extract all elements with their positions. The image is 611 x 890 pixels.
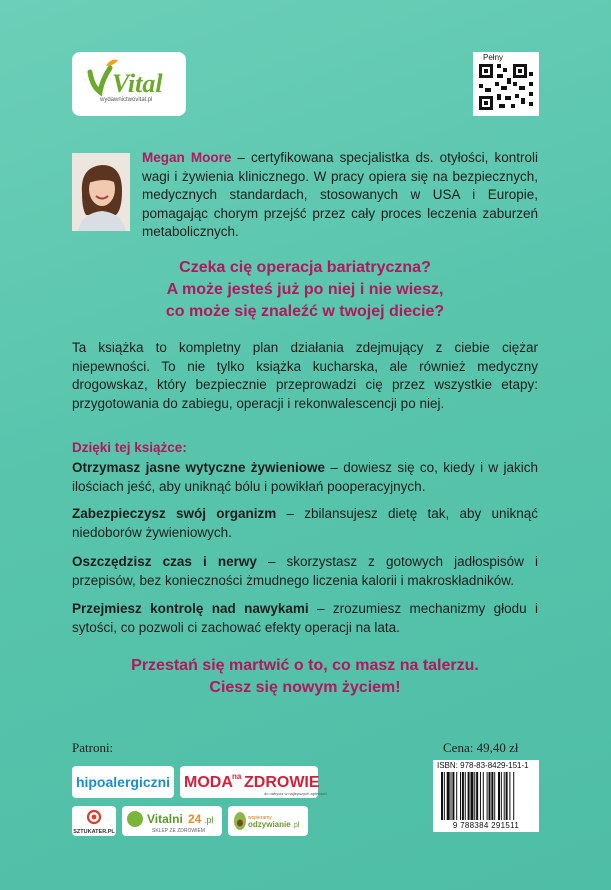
benefit-heading: Oszczędzisz czas i nerwy (72, 554, 257, 569)
publisher-name: Vital (112, 69, 163, 98)
author-photo (72, 153, 130, 231)
publisher-logo (72, 52, 186, 116)
moda-na-text: na (232, 772, 242, 781)
patrons-label: Patroni: (72, 740, 114, 755)
moda-zdrowie-text: ZDROWIE (244, 774, 320, 791)
closing-line-1: Przestań się martwić o to, co masz na talerzu. (131, 657, 479, 674)
odzywianie-prefix: wspieramy (248, 815, 272, 821)
benefit-text: – zbilansujesz dietę tak, aby uniknąć niedoborów żywieniowych. (72, 506, 538, 540)
benefits-title: Dzięki tej książce: (72, 440, 187, 455)
benefit-text: – dowiesz się co, kiedy i w jakich ilościach jeść, aby uniknąć bólu i powikłań pooperacyjnych. (72, 460, 538, 494)
patron-logo-sztukater (72, 806, 116, 836)
moda-tagline: do nabycia w najlepszych aptekach (264, 791, 327, 796)
odzywianie-main: odzywianie (248, 820, 291, 829)
headline (72, 257, 538, 323)
patron-logo-hipoalergiczni (72, 766, 174, 798)
qr-code (473, 52, 539, 116)
qr-label: Pełny (483, 53, 504, 62)
author-name: Megan Moore (142, 150, 232, 165)
benefit-item (72, 505, 538, 542)
headline-line-1: Czeka cię operacja bariatryczna? (179, 259, 431, 276)
vitalni-leaf-icon (127, 811, 143, 827)
publisher-url: wydawnictwovital.pl (100, 97, 153, 103)
benefit-heading: Zabezpieczysz swój organizm (72, 506, 277, 521)
isbn-digits: 9 788384 291511 (452, 821, 520, 830)
odzywianie-domain: .pl (292, 822, 300, 829)
headline-line-2: A może jesteś już po niej i nie wiesz, (166, 281, 444, 298)
author-bio (142, 149, 538, 242)
isbn-label: ISBN: 978-83-8429-151-1 (437, 761, 529, 770)
price: Cena: 49,40 zł (443, 740, 519, 755)
patron-logo-vitalni24 (122, 806, 222, 836)
intro-paragraph: Ta książka to kompletny plan działania zdejmujący z ciebie ciężar niepewności. To nie tylko książka kucharska, ale również medyczny drogowskaz, który bezpiecznie przeprowadzi cię przez wszystkie etapy: przygotowania do zabiegu, operacji i rekonwalescencji po niej. (72, 340, 538, 411)
vitalni-tagline: SKLEP ZE ZDROWIEM (152, 828, 205, 834)
vitalni-name: Vitalni (147, 812, 183, 826)
benefit-text: – skorzystasz z gotowych jadłospisów i przepisów, bez konieczności żmudnego liczenia kalorii i makroskładników. (72, 554, 539, 588)
isbn-barcode (433, 760, 539, 832)
headline-line-3: co może się znaleźć w twojej diecie? (165, 303, 445, 320)
benefit-item (72, 600, 538, 637)
patron-logo-moda-na-zdrowie (180, 766, 327, 798)
benefit-item (72, 459, 538, 496)
benefit-heading: Otrzymasz jasne wytyczne żywieniowe (72, 460, 326, 475)
vital-leaf-icon (72, 52, 186, 116)
author-bio-text: – certyfikowana specjalistka ds. otyłości, kontroli wagi i żywienia klinicznego. W pracy opiera się na bezpiecznych, medycznych standardach, stosowanych w USA i Europie, pomagając chorym przejść przez cały proces leczenia zaburzeń metabolicznych. (142, 150, 538, 239)
benefit-heading: Przejmiesz kontrolę nad nawykami (72, 601, 309, 616)
moda-text: MODA (184, 774, 233, 791)
sztukater-text: SZTUKATER.PL (73, 829, 115, 835)
patron-logo-odzywianie (228, 806, 308, 836)
vitalni-number: 24 (188, 812, 202, 826)
benefit-text: – zrozumiesz mechanizmy głodu i sytości, co pozwoli ci zachować efekty operacji na lata. (72, 601, 538, 635)
benefit-item (72, 553, 538, 590)
closing-line-2: Ciesz się nowym życiem! (209, 679, 401, 696)
closing-slogan (72, 655, 538, 699)
hipoalergiczni-text: hipoalergiczni (75, 774, 171, 790)
vitalni-domain: .pl (204, 815, 214, 825)
